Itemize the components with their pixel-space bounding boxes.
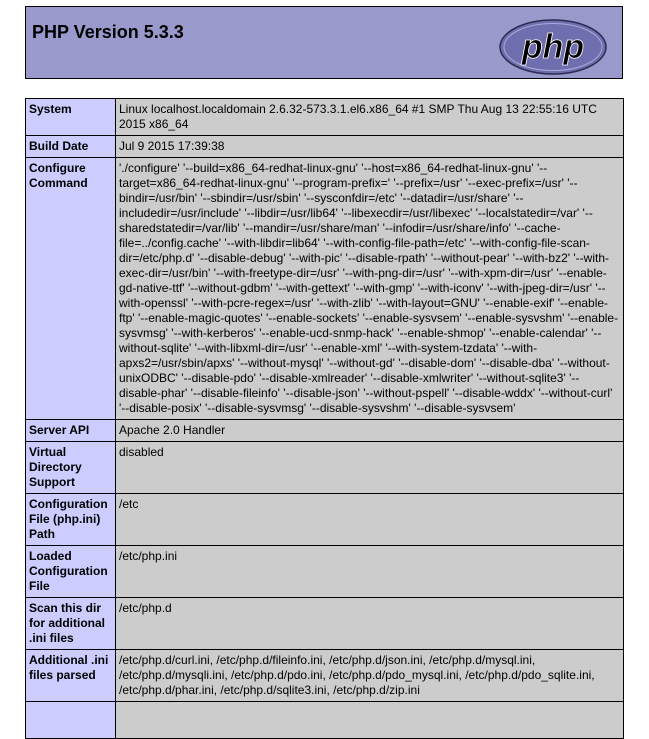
row-value-system: Linux localhost.localdomain 2.6.32-573.3.1.el6.x86_64 #1 SMP Thu Aug 13 22:55:16 UTC 2015 x86_64 — [116, 99, 624, 136]
php-version-header — [25, 6, 623, 79]
row-key-additional-ini-files: Additional .ini files parsed — [26, 650, 116, 702]
row-value-build-date: Jul 9 2015 17:39:38 — [116, 136, 624, 158]
row-value-virtual-directory-support: disabled — [116, 442, 624, 494]
table-row — [26, 99, 624, 136]
row-key-virtual-directory-support: Virtual Directory Support — [26, 442, 116, 494]
table-row — [26, 420, 624, 442]
row-value-server-api: Apache 2.0 Handler — [116, 420, 624, 442]
table-row — [26, 494, 624, 546]
info-table — [25, 98, 624, 739]
row-value-additional-ini-files: /etc/php.d/curl.ini, /etc/php.d/fileinfo.ini, /etc/php.d/json.ini, /etc/php.d/mysql.ini, /etc/php.d/mysqli.ini, /etc/php.d/pdo.ini, /etc/php.d/pdo_mysql.ini, /etc/php.d/pdo_sqlite.ini, /etc/php.d/phar.ini, /etc/php.d/sqlite3.ini, /etc/php.d/zip.ini — [116, 650, 624, 702]
row-key-build-date: Build Date — [26, 136, 116, 158]
row-key-truncated — [26, 702, 116, 739]
row-value-configure-command: './configure' '--build=x86_64-redhat-linux-gnu' '--host=x86_64-redhat-linux-gnu' '--target=x86_64-redhat-linux-gnu' '--program-prefix=' '--prefix=/usr' '--exec-prefix=/usr' '--bindir=/usr/bin' '--sbindir=/usr/sbin' '--sysconfdir=/etc' '--datadir=/usr/share' '--includedir=/usr/include' '--libdir=/usr/lib64' '--libexecdir=/usr/libexec' '--localstatedir=/var' '--sharedstatedir=/var/lib' '--mandir=/usr/share/man' '--infodir=/usr/share/info' '--cache-file=../config.cache' '--with-libdir=lib64' '--with-config-file-path=/etc' '--with-config-file-scan-dir=/etc/php.d' '--disable-debug' '--with-pic' '--disable-rpath' '--without-pear' '--with-bz2' '--with-exec-dir=/usr/bin' '--with-freetype-dir=/usr' '--with-png-dir=/usr' '--with-xpm-dir=/usr' '--enable-gd-native-ttf' '--without-gdbm' '--with-gettext' '--with-gmp' '--with-iconv' '--with-jpeg-dir=/usr' '--with-openssl' '--with-pcre-regex=/usr' '--with-zlib' '--with-layout=GNU' '--enable-exif' '--enable-ftp' '--enable-magic-quotes' '--enable-sockets' '--enable-sysvsem' '--enable-sysvshm' '--enable-sysvmsg' '--with-kerberos' '--enable-ucd-snmp-hack' '--enable-shmop' '--enable-calendar' '--without-sqlite' '--with-libxml-dir=/usr' '--enable-xml' '--with-system-tzdata' '--with-apxs2=/usr/sbin/apxs' '--without-mysql' '--without-gd' '--disable-dom' '--disable-dba' '--without-unixODBC' '--disable-pdo' '--disable-xmlreader' '--disable-xmlwriter' '--without-sqlite3' '--disable-phar' '--disable-fileinfo' '--disable-json' '--without-pspell' '--disable-wddx' '--without-curl' '--disable-posix' '--disable-sysvmsg' '--disable-sysvshm' '--disable-sysvsem' — [116, 158, 624, 420]
table-row — [26, 546, 624, 598]
row-key-scan-dir: Scan this dir for additional .ini files — [26, 598, 116, 650]
row-value-loaded-config-file: /etc/php.ini — [116, 546, 624, 598]
page-title: PHP Version 5.3.3 — [32, 22, 184, 42]
row-value-scan-dir: /etc/php.d — [116, 598, 624, 650]
table-row — [26, 136, 624, 158]
table-row — [26, 702, 624, 739]
row-key-loaded-config-file: Loaded Configuration File — [26, 546, 116, 598]
table-row — [26, 442, 624, 494]
row-key-configure-command: Configure Command — [26, 158, 116, 420]
php-logo-text: php — [521, 28, 585, 66]
table-row — [26, 598, 624, 650]
php-logo-icon — [498, 18, 608, 76]
row-key-server-api: Server API — [26, 420, 116, 442]
row-key-config-file-path: Configuration File (php.ini) Path — [26, 494, 116, 546]
table-row — [26, 650, 624, 702]
row-key-system: System — [26, 99, 116, 136]
php-logo-link[interactable] — [498, 18, 608, 76]
table-row — [26, 158, 624, 420]
row-value-truncated — [116, 702, 624, 739]
row-value-config-file-path: /etc — [116, 494, 624, 546]
